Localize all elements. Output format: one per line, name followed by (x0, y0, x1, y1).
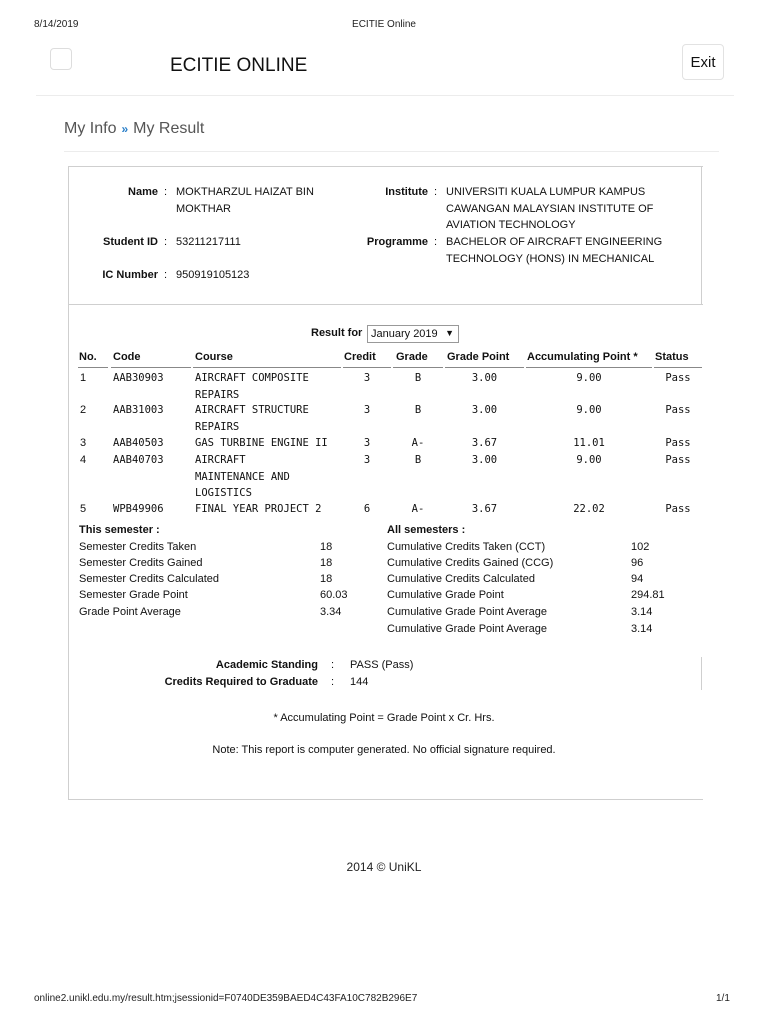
all-item-value: 3.14 (631, 606, 653, 618)
row-credit: 3 (363, 372, 371, 384)
row-no: 2 (80, 404, 87, 416)
all-item-label: Cumulative Grade Point Average (387, 606, 547, 618)
all-item-label: Cumulative Credits Calculated (387, 573, 535, 585)
copyright-footer: 2014 © UniKL (346, 860, 422, 874)
all-item-label: Cumulative Credits Gained (CCG) (387, 557, 554, 569)
header-underline (445, 367, 524, 368)
row-credit: 3 (363, 437, 371, 449)
row-grade-point: 3.00 (471, 372, 498, 384)
institute-label: Institute (385, 186, 428, 198)
row-accum-point: 22.02 (573, 503, 605, 515)
breadcrumb-divider (64, 151, 719, 152)
row-grade-point: 3.00 (471, 404, 498, 416)
row-grade: A- (411, 503, 425, 515)
row-no: 1 (80, 372, 87, 384)
row-course: AIRCRAFT STRUCTURE REPAIRS (195, 404, 309, 433)
header-divider (36, 95, 734, 96)
credits-required-colon: : (331, 676, 335, 688)
header-underline (526, 367, 652, 368)
breadcrumb-my-result[interactable]: My Result (133, 120, 205, 137)
row-course: GAS TURBINE ENGINE II (195, 437, 328, 449)
row-code: AAB40703 (113, 454, 164, 466)
row-status: Pass (665, 454, 691, 466)
name-label: Name (128, 186, 158, 198)
row-no: 4 (80, 454, 87, 466)
row-credit: 3 (363, 404, 371, 416)
academic-standing-label: Academic Standing (215, 659, 318, 671)
col-header-grade-point: Grade Point (447, 351, 510, 363)
ic-number-value: 950919105123 (176, 269, 250, 281)
ic-number-label: IC Number (102, 269, 158, 281)
row-no: 5 (80, 503, 87, 515)
result-for-label: Result for (311, 327, 363, 339)
col-header-credit: Credit (344, 351, 376, 363)
academic-standing-colon: : (331, 659, 335, 671)
logo-icon (50, 48, 72, 70)
row-grade: B (414, 404, 422, 416)
sem-item-value: 18 (320, 573, 333, 585)
row-status: Pass (665, 372, 691, 384)
sem-item-label: Semester Grade Point (79, 589, 188, 601)
programme-value: BACHELOR OF AIRCRAFT ENGINEERING TECHNOLOGY (HONS) IN MECHANICAL (446, 236, 663, 265)
sem-item-value: 18 (320, 557, 333, 569)
print-date: 8/14/2019 (34, 19, 79, 30)
programme-label: Programme (366, 236, 428, 248)
semester-select[interactable] (367, 325, 459, 343)
col-header-status: Status (655, 351, 689, 363)
row-no: 3 (80, 437, 87, 449)
header-underline (193, 367, 341, 368)
row-code: WPB49906 (113, 503, 164, 515)
row-grade: B (414, 454, 422, 466)
name-colon: : (164, 186, 168, 198)
row-accum-point: 11.01 (573, 437, 605, 449)
row-accum-point: 9.00 (576, 404, 602, 416)
header-underline (393, 367, 443, 368)
all-semesters-title: All semesters : (387, 524, 466, 536)
row-course: AIRCRAFT COMPOSITE REPAIRS (195, 372, 309, 401)
semester-select-value: January 2019 (371, 328, 438, 340)
info-box-divider (68, 304, 703, 305)
print-title: ECITIE Online (352, 19, 416, 30)
row-accum-point: 9.00 (576, 454, 602, 466)
header-underline (111, 367, 191, 368)
header-underline (343, 367, 391, 368)
row-status: Pass (665, 437, 691, 449)
row-credit: 6 (363, 503, 371, 515)
row-status: Pass (665, 404, 691, 416)
computer-generated-note: Note: This report is computer generated. No official signature required. (212, 744, 556, 756)
app-title: ECITIE ONLINE (170, 55, 308, 76)
programme-colon: : (434, 236, 438, 248)
chevron-down-icon: ▼ (445, 328, 454, 338)
row-course: FINAL YEAR PROJECT 2 (195, 503, 322, 515)
credits-required-label: Credits Required to Graduate (164, 676, 318, 688)
print-url: online2.unikl.edu.my/result.htm;jsessionid=F0740DE359BAED4C43FA10C782B296E7 (34, 993, 418, 1004)
col-header-code: Code (113, 351, 141, 363)
all-item-label: Cumulative Grade Point Average (387, 623, 547, 635)
row-grade-point: 3.67 (471, 503, 498, 515)
name-value: MOKTHARZUL HAIZAT BIN MOKTHAR (176, 186, 314, 215)
row-status: Pass (665, 503, 691, 515)
sem-item-label: Semester Credits Calculated (79, 573, 220, 585)
col-header-no: No. (79, 351, 97, 363)
academic-standing-value: PASS (Pass) (350, 659, 414, 671)
col-header-course: Course (195, 351, 233, 363)
row-grade-point: 3.00 (471, 454, 498, 466)
row-credit: 3 (363, 454, 371, 466)
sem-item-label: Semester Credits Taken (79, 541, 197, 553)
this-semester-title: This semester : (79, 524, 160, 536)
accumulating-point-note: * Accumulating Point = Grade Point x Cr. Hrs. (273, 712, 495, 724)
header-underline (654, 367, 702, 368)
row-code: AAB30903 (113, 372, 164, 384)
col-header-grade: Grade (396, 351, 428, 363)
institute-colon: : (434, 186, 438, 198)
all-item-value: 96 (631, 557, 644, 569)
all-item-value: 94 (631, 573, 644, 585)
sem-item-label: Grade Point Average (79, 606, 181, 618)
breadcrumb-separator-icon: » (121, 122, 129, 136)
all-item-label: Cumulative Credits Taken (CCT) (387, 541, 546, 553)
student-id-value: 53211217111 (176, 236, 241, 248)
row-grade: A- (411, 437, 425, 449)
credits-required-value: 144 (350, 676, 369, 688)
sem-item-value: 60.03 (320, 589, 348, 601)
sem-item-value: 18 (320, 541, 333, 553)
sem-item-label: Semester Credits Gained (79, 557, 203, 569)
ic-number-colon: : (164, 269, 168, 281)
institute-value: UNIVERSITI KUALA LUMPUR KAMPUS CAWANGAN MALAYSIAN INSTITUTE OF AVIATION TECHNOLOGY (446, 186, 654, 231)
breadcrumb-my-info[interactable]: My Info (64, 120, 117, 137)
student-id-colon: : (164, 236, 168, 248)
sem-item-value: 3.34 (320, 606, 342, 618)
standing-border (701, 657, 702, 690)
student-id-label: Student ID (103, 236, 158, 248)
breadcrumb (64, 120, 204, 138)
all-item-value: 102 (631, 541, 650, 553)
col-header-accum-point: Accumulating Point * (527, 351, 638, 363)
header-underline (78, 367, 108, 368)
row-grade: B (414, 372, 422, 384)
all-item-label: Cumulative Grade Point (387, 589, 504, 601)
row-code: AAB40503 (113, 437, 164, 449)
row-accum-point: 9.00 (576, 372, 602, 384)
all-item-value: 3.14 (631, 623, 653, 635)
print-page-number: 1/1 (716, 993, 730, 1004)
row-code: AAB31003 (113, 404, 164, 416)
info-box-right-border (701, 166, 702, 305)
row-grade-point: 3.67 (471, 437, 498, 449)
all-item-value: 294.81 (631, 589, 665, 601)
exit-button[interactable]: Exit (682, 44, 724, 80)
row-course: AIRCRAFT MAINTENANCE AND LOGISTICS (195, 454, 290, 499)
